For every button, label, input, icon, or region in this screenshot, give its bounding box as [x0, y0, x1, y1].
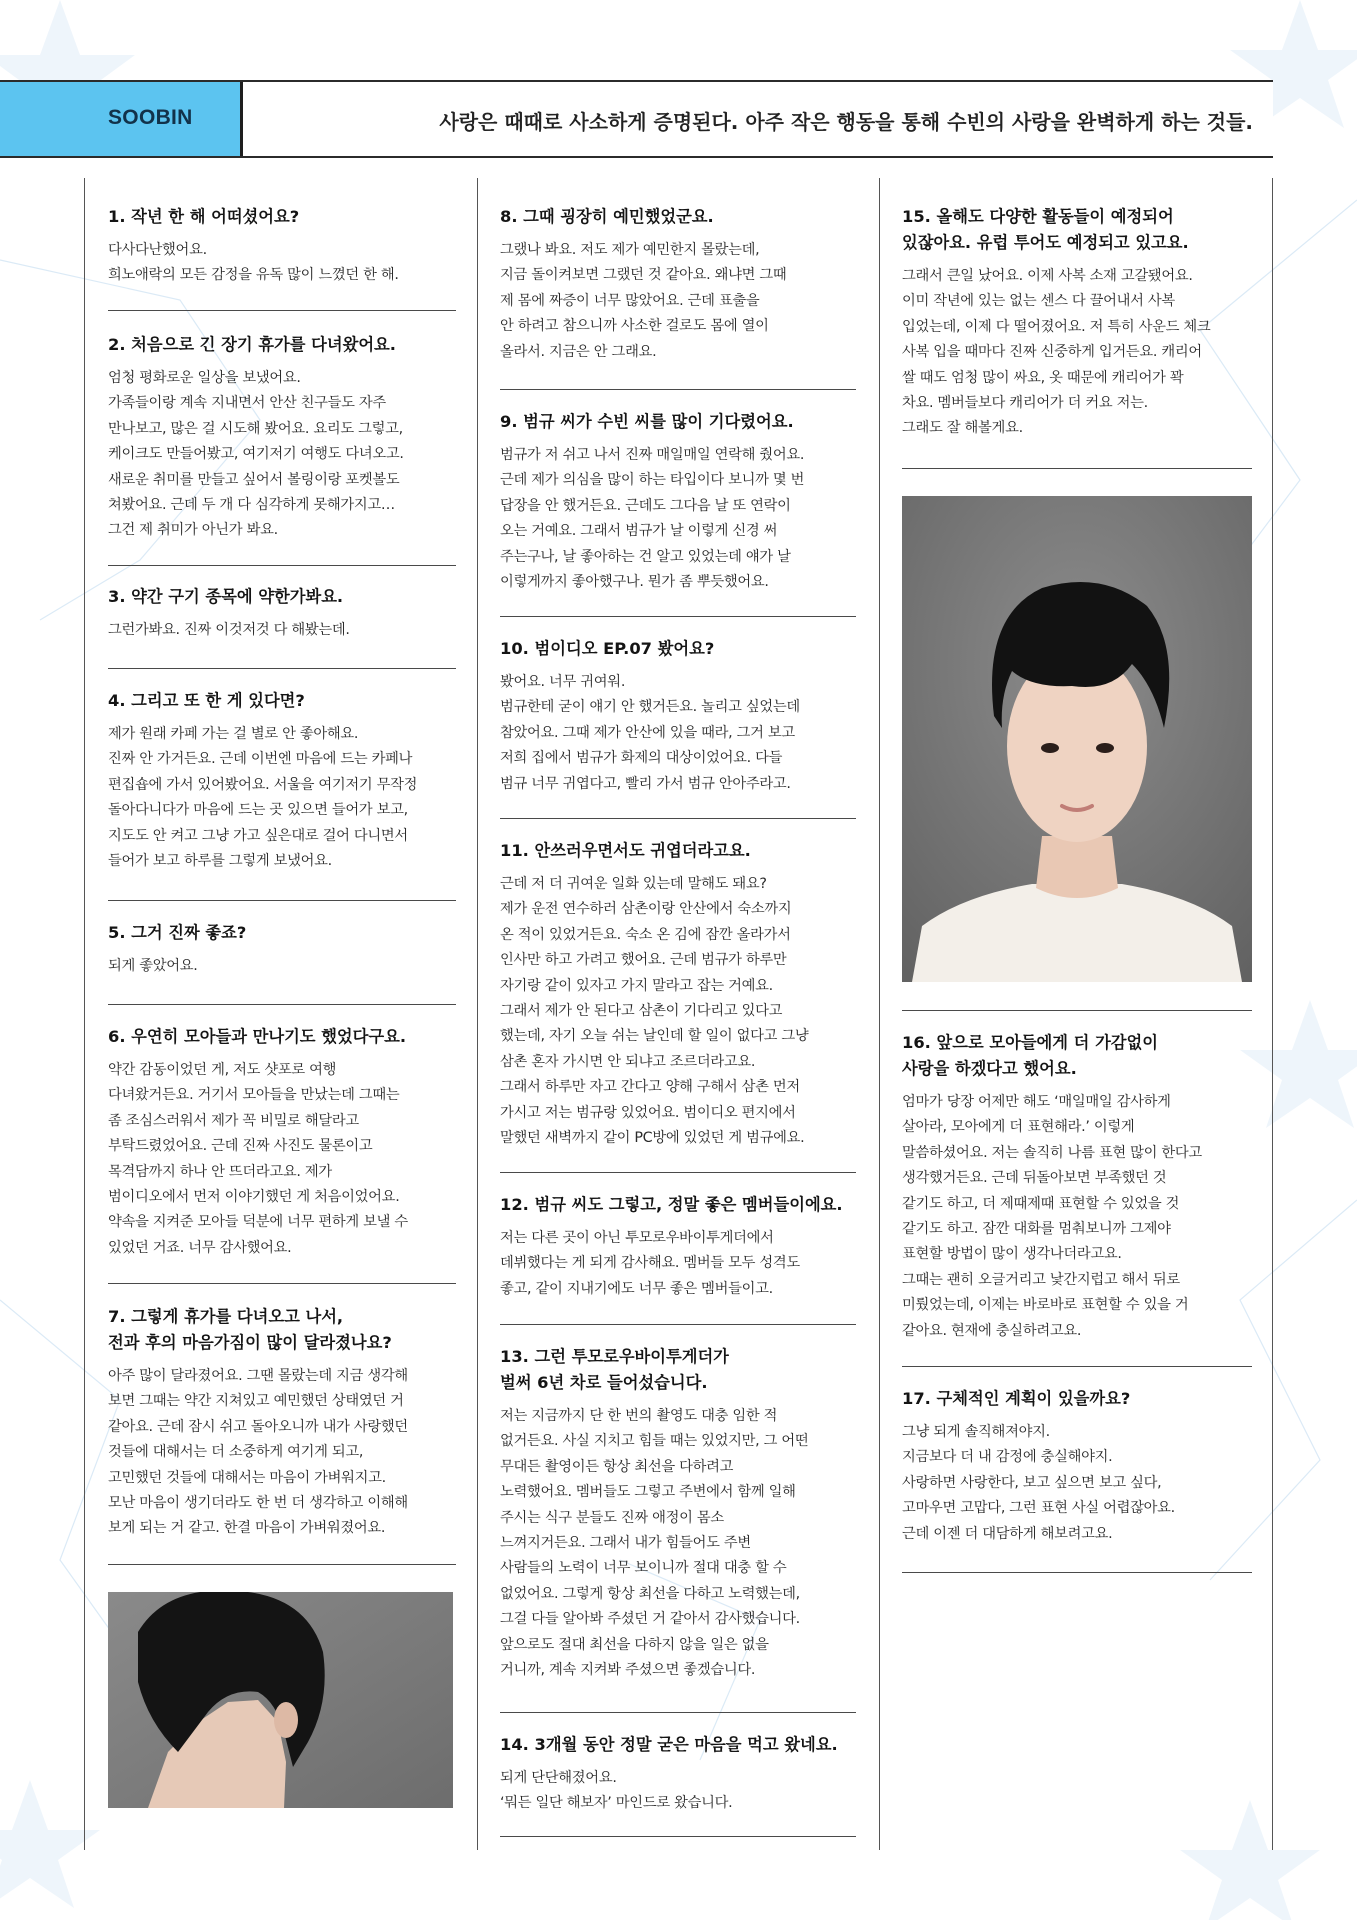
answer: 그랬나 봐요. 저도 제가 예민한지 몰랐는데, 지금 돌이켜보면 그랬던 것 같아요. 왜냐면 그때 제 몸에 짜증이 너무 많았어요. 근데 표출을 안 하려고 참으니까 사소한 걸로도 몸에 열이 올라서. 지금은 안 그래요.	[500, 242, 787, 360]
qa-item	[500, 1192, 856, 1302]
qa-item	[108, 920, 456, 979]
divider	[108, 565, 456, 566]
answer: 그냥 되게 솔직해져야지. 지금보다 더 내 감정에 충실해야지. 사랑하면 사랑한다, 보고 싶으면 보고 싶다, 고마우면 고맙다, 그런 표현 사실 어렵잖아요. 근데 이젠 더 대담하게 해보려고요.	[902, 1424, 1175, 1542]
answer: 약간 감동이었던 게, 저도 샷포로 여행 다녀왔거든요. 거기서 모아들을 만났는데 그때는 좀 조심스러워서 제가 꼭 비밀로 해달라고 부탁드렸었어요. 근데 진짜 사진도 물론이고 목격담까지 하나 안 뜨더라고요. 제가 범이디오에서 먼저 이야기했던 게 처음이었어요. 약속을 지켜준 모아들 덕분에 너무 편하게 보낼 수 있었던 거죠. 너무 감사했어요.	[108, 1062, 408, 1256]
answer: 되게 좋았어요.	[108, 958, 198, 974]
answer: 저는 다른 곳이 아닌 투모로우바이투게더에서 데뷔했다는 게 되게 감사해요. 멤버들 모두 성격도 좋고, 같이 지내기에도 너무 좋은 멤버들이고.	[500, 1230, 800, 1297]
answer: 근데 저 더 귀여운 일화 있는데 말해도 돼요? 제가 운전 연수하러 삼촌이랑 안산에서 숙소까지 온 적이 있었거든요. 숙소 온 김에 잠깐 올라가서 인사만 하고 가려고 했어요. 근데 범규가 하루만 자기랑 같이 있자고 가지 말라고 잡는 거예요. 그래서 제가 안 된다고 삼촌이 기다리고 있다고 했는데, 자기 오늘 쉬는 날인데 할 일이 없다고 그냥 삼촌 혼자 가시면 안 되냐고 조르더라고요. 그래서 하루만 자고 간다고 양해 구해서 삼촌 먼저 가시고 저는 범규랑 있었어요. 범이디오 편지에서 말했던 새벽까지 같이 PC방에 있었던 게 범규에요.	[500, 876, 809, 1147]
profile-photo	[108, 1592, 453, 1808]
header-tagline: 사랑은 때때로 사소하게 증명된다. 아주 작은 행동을 통해 수빈의 사랑을 완벽하게 하는 것들.	[439, 110, 1253, 134]
question: 5. 그거 진짜 좋죠?	[108, 923, 247, 942]
qa-item	[108, 688, 456, 874]
divider	[108, 1564, 456, 1565]
question: 2. 처음으로 긴 장기 휴가를 다녀왔어요.	[108, 335, 396, 354]
question: 4. 그리고 또 한 게 있다면?	[108, 691, 305, 710]
header-bar	[0, 80, 1273, 158]
question: 9. 범규 씨가 수빈 씨를 많이 기다렸어요.	[500, 412, 794, 431]
question: 16. 앞으로 모아들에게 더 가감없이 사랑을 하겠다고 했어요.	[902, 1033, 1158, 1078]
divider	[500, 1712, 856, 1713]
qa-item	[500, 636, 856, 797]
answer: 저는 지금까지 단 한 번의 촬영도 대충 임한 적 없거든요. 사실 지치고 힘들 때는 있었지만, 그 어떤 무대든 촬영이든 항상 최선을 다하려고 노력했어요. 멤버들도 그렇고 주변에서 함께 일해 주시는 식구 분들도 진짜 애정이 몸소 느껴지거든요. 그래서 내가 힘들어도 주변 사람들의 노력이 너무 보이니까 절대 대충 할 수 없었어요. 그렇게 항상 최선을 다하고 노력했는데, 그걸 다들 알아봐 주셨던 거 같아서 감사했습니다. 앞으로도 절대 최선을 다하지 않을 일은 없을 거니까, 계속 지켜봐 주셨으면 좋겠습니다.	[500, 1408, 809, 1679]
qa-item	[902, 1386, 1252, 1547]
divider	[902, 1366, 1252, 1367]
qa-item	[500, 409, 856, 595]
divider	[108, 1004, 456, 1005]
question: 7. 그렇게 휴가를 다녀오고 나서, 전과 후의 마음가짐이 많이 달라졌나요?	[108, 1307, 392, 1352]
qa-item	[108, 332, 456, 544]
answer: 범규가 저 쉬고 나서 진짜 매일매일 연락해 줬어요. 근데 제가 의심을 많이 하는 타입이다 보니까 몇 번 답장을 안 했거든요. 근데도 그다음 날 또 연락이 오는 거예요. 그래서 범규가 날 이렇게 신경 써 주는구나, 날 좋아하는 건 알고 있었는데 얘가 날 이렇게까지 좋아했구나. 뭔가 좀 뿌듯했어요.	[500, 447, 805, 591]
answer: 제가 원래 카페 가는 걸 별로 안 좋아해요. 진짜 안 가거든요. 근데 이번엔 마음에 드는 카페나 편집숍에 가서 있어봤어요. 서울을 여기저기 무작정 돌아다니다가 마음에 드는 곳 있으면 들어가 보고, 지도도 안 켜고 그냥 가고 싶은대로 걸어 다니면서 들어가 보고 하루를 그렇게 보냈어요.	[108, 726, 418, 870]
qa-item	[500, 204, 856, 365]
divider	[902, 468, 1252, 469]
portrait-photo	[902, 496, 1252, 982]
question: 10. 범이디오 EP.07 봤어요?	[500, 639, 715, 658]
qa-item	[108, 1024, 456, 1261]
divider	[500, 389, 856, 390]
question: 13. 그런 투모로우바이투게더가 벌써 6년 차로 들어섰습니다.	[500, 1347, 729, 1392]
answer: 아주 많이 달라졌어요. 그땐 몰랐는데 지금 생각해 보면 그때는 약간 지쳐있고 예민했던 상태였던 거 같아요. 근데 잠시 쉬고 돌아오니까 내가 사랑했던 것들에 대해서는 더 소중하게 여기게 되고, 고민했던 것들에 대해서는 마음이 가벼워지고. 모난 마음이 생기더라도 한 번 더 생각하고 이해해 보게 되는 거 같고. 한결 마음이 가벼워졌어요.	[108, 1368, 408, 1537]
question: 8. 그때 굉장히 예민했었군요.	[500, 207, 714, 226]
divider	[902, 1572, 1252, 1573]
divider	[500, 1324, 856, 1325]
answer: 그래서 큰일 났어요. 이제 사복 소재 고갈됐어요. 이미 작년에 있는 없는 센스 다 끌어내서 사복 입었는데, 이제 다 떨어졌어요. 저 특히 사운드 체크 사복 입을 때마다 진짜 신중하게 입거든요. 캐리어 쌀 때도 엄청 많이 싸요, 옷 때문에 캐리어가 꽉 차요. 멤버들보다 캐리어가 더 커요 저는. 그래도 잘 해볼게요.	[902, 268, 1211, 437]
divider	[108, 668, 456, 669]
header-name-tab	[0, 82, 243, 156]
divider	[500, 1172, 856, 1173]
column-rule	[84, 178, 85, 1850]
answer: 다사다난했어요. 희노애락의 모든 감정을 유독 많이 느꼈던 한 해.	[108, 242, 399, 284]
answer: 그런가봐요. 진짜 이것저것 다 해봤는데.	[108, 622, 350, 638]
qa-item	[500, 1732, 856, 1817]
header-name: SOOBIN	[108, 106, 193, 129]
question: 15. 올해도 다양한 활동들이 예정되어 있잖아요. 유럽 투어도 예정되고 있고요.	[902, 207, 1189, 252]
divider	[108, 900, 456, 901]
qa-item	[108, 584, 456, 643]
qa-item	[108, 204, 456, 289]
question: 3. 약간 구기 종목에 약한가봐요.	[108, 587, 344, 606]
column-rule	[477, 178, 478, 1850]
qa-item	[500, 1344, 856, 1683]
question: 17. 구체적인 계획이 있을까요?	[902, 1389, 1131, 1408]
divider	[108, 310, 456, 311]
divider	[902, 1010, 1252, 1011]
divider	[500, 818, 856, 819]
question: 1. 작년 한 해 어떠셨어요?	[108, 207, 300, 226]
column-rule	[879, 178, 880, 1850]
answer: 엄청 평화로운 일상을 보냈어요. 가족들이랑 계속 지내면서 안산 친구들도 자주 만나보고, 많은 걸 시도해 봤어요. 요리도 그렇고, 케이크도 만들어봤고, 여기저기 여행도 다녀오고. 새로운 취미를 만들고 싶어서 볼링이랑 포켓볼도 쳐봤어요. 근데 두 개 다 심각하게 못해가지고… 그건 제 취미가 아닌가 봐요.	[108, 370, 404, 539]
qa-item	[500, 838, 856, 1151]
qa-item	[902, 204, 1252, 442]
answer: 엄마가 당장 어제만 해도 ‘매일매일 감사하게 살아라, 모아에게 더 표현해라.’ 이렇게 말씀하셨어요. 저는 솔직히 나름 표현 많이 한다고 생각했거든요. 근데 뒤돌아보면 부족했던 것 같기도 하고, 더 제때제때 표현할 수 있었을 것 같기도 하고. 잠깐 대화를 멈춰보니까 그제야 표현할 방법이 많이 생각나더라고요. 그때는 괜히 오글거리고 낯간지럽고 해서 뒤로 미뤘었는데, 이제는 바로바로 표현할 수 있을 거 같아요. 현재에 충실하려고요.	[902, 1094, 1202, 1339]
column-rule	[1272, 178, 1273, 1850]
divider	[500, 1836, 856, 1837]
divider	[108, 1283, 456, 1284]
qa-item	[902, 1030, 1252, 1344]
answer: 봤어요. 너무 귀여워. 범규한테 굳이 얘기 안 했거든요. 놀리고 싶었는데 참았어요. 그때 제가 안산에 있을 때라, 그거 보고 저희 집에서 범규가 화제의 대상이었어요. 다들 범규 너무 귀엽다고, 빨리 가서 범규 안아주라고.	[500, 674, 800, 792]
answer: 되게 단단해졌어요. ‘뭐든 일단 해보자’ 마인드로 왔습니다.	[500, 1770, 733, 1812]
qa-item	[108, 1304, 456, 1542]
question: 12. 범규 씨도 그렇고, 정말 좋은 멤버들이에요.	[500, 1195, 843, 1214]
divider	[500, 616, 856, 617]
question: 6. 우연히 모아들과 만나기도 했었다구요.	[108, 1027, 407, 1046]
question: 11. 안쓰러우면서도 귀엽더라고요.	[500, 841, 751, 860]
question: 14. 3개월 동안 정말 굳은 마음을 먹고 왔네요.	[500, 1735, 838, 1754]
